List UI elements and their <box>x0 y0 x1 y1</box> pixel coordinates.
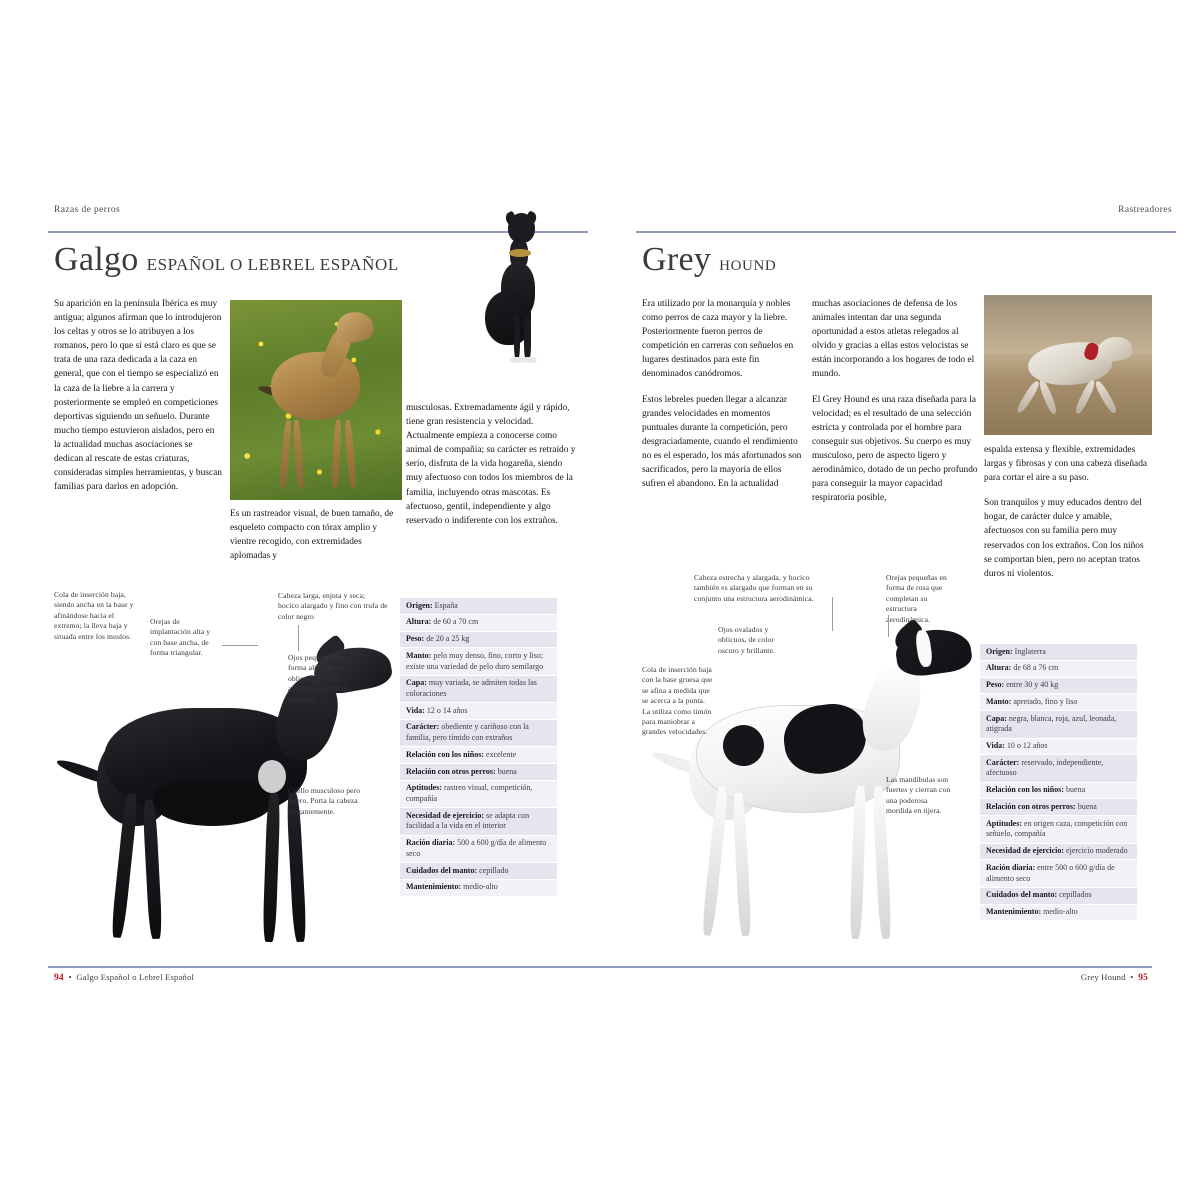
folio-left <box>54 972 194 983</box>
fact-value: pelo muy denso, fino, corto y liso; existe una variedad de pelo duro semilargo <box>406 650 544 671</box>
galgo-belly <box>153 780 272 826</box>
annotation-cola-left: Cola de inserción baja, siendo ancha en la base y afinándose hacia el extremo; la lleva baja y situada entre los muslos. <box>54 590 134 641</box>
photo-galgo-sitting <box>464 213 568 363</box>
sitting-dog-foot <box>522 357 537 363</box>
fact-label: Ración diaria: <box>406 838 456 848</box>
annotation-cabeza-left: Cabeza larga, enjuta y seca; hocico alargado y fino con trufa de color negro <box>278 591 388 621</box>
fact-value: entre 30 y 40 kg <box>1006 680 1059 690</box>
fact-value: de 68 a 76 cm <box>1013 663 1059 673</box>
fact-label: Cuidados del manto: <box>406 865 478 875</box>
fact-label: Relación con otros perros: <box>406 766 496 776</box>
greyhound-hind-leg <box>733 793 753 936</box>
fact-label: Aptitudes: <box>406 783 443 793</box>
fact-label: Necesidad de ejercicio: <box>986 846 1065 856</box>
fact-value: apretado, fino y liso <box>1013 696 1078 706</box>
annotation-cuello-left: Cuello musculoso pero ligero. Porta la cabeza elegantemente. <box>288 786 361 816</box>
galgo-hind-leg <box>142 800 162 939</box>
fact-value: cepillado <box>479 865 509 875</box>
annotation-mandibulas-right: Las mandíbulas son fuertes y cierran con una poderosa mordida en tijera. <box>886 775 951 816</box>
fact-row <box>980 678 1137 695</box>
title-main-left: Galgo <box>54 241 139 278</box>
fact-value: se adapta con facilidad a la vida en el interior <box>406 810 530 831</box>
footer-rule <box>48 966 1152 968</box>
fact-label: Carácter: <box>406 722 440 732</box>
fact-row <box>400 615 557 632</box>
fact-row <box>400 764 557 781</box>
running-head-left: Razas de perros <box>54 205 121 215</box>
body-column-3-left: musculosas. Extremadamente ágil y rápido, tiene gran resistencia y velocidad. Actualmente empieza a conocerse como animal de compañía; su carácter es retraído y serio, disfruta de la vida hogareña, siendo muy afectuoso con todos los miembros de la familia, incluyendo otras mascotas. Es afectuoso, gentil, independiente y algo reservado o indiferente con los extraños. <box>406 403 576 526</box>
fact-row <box>980 739 1137 756</box>
fact-value: excelente <box>486 749 517 759</box>
fact-label: Relación con otros perros: <box>986 802 1076 812</box>
fact-label: Cuidados del manto: <box>986 890 1058 900</box>
fact-row <box>980 799 1137 816</box>
fact-table-left <box>400 597 557 897</box>
fact-label: Mantenimiento: <box>406 882 462 892</box>
fact-value: rastreo visual, competición, compañía <box>406 783 533 803</box>
greyhound-fore-leg <box>849 786 867 939</box>
fact-value: 500 a 600 g/día de alimento seco <box>406 838 547 858</box>
fact-label: Relación con los niños: <box>406 749 485 759</box>
fact-label: Manto: <box>406 650 432 660</box>
title-main-right: Grey <box>642 241 712 278</box>
folio-number-right: 95 <box>1138 973 1148 983</box>
fact-row <box>980 755 1137 782</box>
body-column-1-right: Era utilizado por la monarquía y nobles como perros de caza mayor y la liebre. Posteriormente fueron perros de competición en carreras con señuelos en lugares destinados para este fin denominados canódromos. Estos lebreles pueden llegar a alcanzar grandes velocidades en momentos puntuales durante la competición, pero desgraciadamente, cuando el rendimiento no es el esperado, los más afortunados son sacrificados, pero la mayoría de ellos sufren el abandono. En la actualidad <box>642 299 802 490</box>
fact-value: de 60 a 70 cm <box>433 617 479 627</box>
fact-label: Peso: <box>986 680 1005 690</box>
fact-label: Peso: <box>406 634 425 644</box>
body-column-3-right: espalda extensa y flexible, extremidades largas y fibrosas y con una cabeza diseñada para cortar el aire a su paso. Son tranquilos y muy educados dentro del hogar, de carácter dulce y amable, afectuosos con su familia pero muy reservados con los extraños. Con los niños se comportan bien, pero no aceptan tratos duros ni violentos. <box>984 445 1148 579</box>
fact-row <box>980 860 1137 887</box>
leader-line-orejas <box>222 645 258 646</box>
fact-row <box>400 781 557 808</box>
fact-value: reservado, independiente, afectuoso <box>986 757 1104 778</box>
fact-row <box>980 905 1137 922</box>
photo-dog-leg <box>293 420 305 488</box>
fact-row <box>400 880 557 897</box>
fact-label: Necesidad de ejercicio: <box>406 810 485 820</box>
folio-text-left: Galgo Español o Lebrel Español <box>76 972 195 982</box>
fact-value: medio-alto <box>463 882 498 892</box>
photo-greyhound-racing <box>984 295 1152 435</box>
page-title-left <box>54 241 399 279</box>
fact-label: Capa: <box>406 678 427 688</box>
fact-label: Vida: <box>406 705 425 715</box>
annotation-orejas-left: Orejas de implantación alta y con base ancha, de forma triangular. <box>150 617 211 658</box>
fact-value: 12 o 14 años <box>426 705 468 715</box>
sitting-dog-foreleg <box>524 315 530 360</box>
leader-line-cabeza-right <box>832 597 834 631</box>
fact-row <box>400 648 557 675</box>
fact-row <box>980 644 1137 661</box>
fact-value: ejercicio moderado <box>1066 846 1128 856</box>
photo-dog-body <box>270 350 363 423</box>
fact-row <box>400 676 557 703</box>
leader-line-cabeza <box>298 625 300 651</box>
fact-row <box>400 863 557 880</box>
photo-dog-leg <box>344 420 357 488</box>
photo-run-leg <box>1015 380 1041 415</box>
sitting-dog-collar <box>509 249 531 257</box>
fact-value: cepillados <box>1059 890 1092 900</box>
fact-row <box>980 844 1137 861</box>
fact-label: Aptitudes: <box>986 818 1023 828</box>
fact-label: Ración diaria: <box>986 862 1036 872</box>
folio-number-left: 94 <box>54 973 64 983</box>
annotation-ojos-left: Ojos pequeños de forma almendrada y oblicuos de color avellana con mirada tranquila. <box>288 653 352 704</box>
photo-dog-leg <box>331 420 342 488</box>
fact-row <box>980 661 1137 678</box>
fact-row <box>400 747 557 764</box>
page-title-right <box>642 241 776 279</box>
fact-label: Manto: <box>986 696 1012 706</box>
fact-row <box>400 836 557 863</box>
annotation-cola-right: Cola de inserción baja con la base gruesa que se afina a medida que se acerca a la punta. La utiliza como timón para maniobrar a grandes velocidades. <box>642 665 713 737</box>
folio-separator-left: • <box>66 972 75 982</box>
folio-right <box>1081 972 1148 983</box>
fact-value: entre 500 o 600 g/día de alimento seco <box>986 862 1115 883</box>
body-column-2-left: Es un rastreador visual, de buen tamaño, de esqueleto compacto con tórax amplio y vientre recogido, con extremidades aplomadas y <box>230 509 394 562</box>
fact-value: buena <box>1077 802 1097 812</box>
fact-value: en origen caza, competición con señuelo, compañía <box>986 818 1128 839</box>
fact-value: buena <box>1066 785 1086 795</box>
fact-row <box>980 888 1137 905</box>
photo-run-leg <box>1074 379 1097 415</box>
photo-galgo-meadow <box>230 300 402 500</box>
fact-row <box>400 598 557 615</box>
fact-value: negra, blanca, roja, azul, leonada, atigrada <box>986 713 1117 734</box>
fact-row <box>400 632 557 649</box>
fact-value: muy variada, se admiten todas las coloraciones <box>406 678 537 698</box>
fact-row <box>400 703 557 720</box>
photo-run-leg <box>1093 379 1118 415</box>
annotation-ojos-right: Ojos ovalados y oblicuos, de color oscuro y brillante. <box>718 625 775 655</box>
fact-value: 10 o 12 años <box>1006 741 1048 751</box>
fact-label: Origen: <box>406 600 433 610</box>
fact-label: Vida: <box>986 741 1005 751</box>
right-page <box>636 205 1176 985</box>
folio-text-right: Grey Hound <box>1080 972 1126 982</box>
photo-dog-leg <box>279 420 292 488</box>
fact-row <box>400 720 557 747</box>
fact-value: España <box>434 600 458 610</box>
header-rule-right <box>636 231 1176 233</box>
title-sub-right: HOUND <box>719 258 777 274</box>
annotation-orejas-right: Orejas pequeñas en forma de rosa que completan su estructura aerodinámica. <box>886 573 947 624</box>
fact-row <box>980 816 1137 843</box>
fact-row <box>980 711 1137 738</box>
sitting-dog-foreleg <box>514 315 520 360</box>
fact-label: Capa: <box>986 713 1007 723</box>
fact-label: Mantenimiento: <box>986 907 1042 917</box>
folio-separator-right: • <box>1127 972 1136 982</box>
fact-table-right <box>980 643 1137 921</box>
fact-value: buena <box>497 766 517 776</box>
leader-line-orejas-right <box>888 615 890 637</box>
fact-row <box>400 808 557 835</box>
fact-value: medio-alto <box>1043 907 1078 917</box>
fact-value: de 20 a 25 kg <box>426 634 470 644</box>
fact-label: Relación con los niños: <box>986 785 1065 795</box>
running-head-right: Rastreadores <box>1118 205 1172 215</box>
body-column-1-left: Su aparición en la península Ibérica es muy antigua; algunos afirman que lo introdujeron los celtas y otros se lo atribuyen a los romanos, pero lo que sí está claro es que se trata de una raza dedicada a la caza en general, que con el tiempo se especializó en la caza de la liebre a la carrera y posteriormente se empleó en competiciones deportivas siguiendo un señuelo. Durante mucho tiempo estuvieron aislados, pero en la actualidad muchas asociaciones se dedican al rescate de estas criaturas, consideradas simples herramientas, y buscan familias para darlos en adopción. <box>54 299 222 493</box>
fact-value: Inglaterra <box>1014 646 1046 656</box>
fact-row <box>980 783 1137 800</box>
annotation-cabeza-right: Cabeza estrecha y alargada, y hocico también es alargado que forman en su conjunto una estructura aerodinámica. <box>694 573 814 603</box>
fact-label: Altura: <box>986 663 1012 673</box>
title-sub-left: ESPAÑOL O LEBREL ESPAÑOL <box>146 255 399 274</box>
left-page <box>48 205 588 985</box>
fact-label: Altura: <box>406 617 432 627</box>
fact-value: obediente y cariñoso con la familia, pero tímido con extraños <box>406 722 529 743</box>
fact-row <box>980 694 1137 711</box>
galgo-fore-leg <box>262 793 280 942</box>
fact-label: Carácter: <box>986 757 1020 767</box>
body-column-2-right: muchas asociaciones de defensa de los animales intentan dar una segunda oportunidad a estos atletas relegados al olvido y gracias a ellas estos velocistas se están incorporando a los hogares de todo el mundo. El Grey Hound es una raza diseñada para la velocidad; es el resultado de una selección estricta y controlada por el hombre para conseguir sus objetivos. Su cuerpo es muy musculoso, pero de aspecto ligero y aerodinámico, dotado de un pecho profundo para conseguir la mayor capacidad respiratoria posible, <box>812 299 978 504</box>
fact-label: Origen: <box>986 646 1013 656</box>
